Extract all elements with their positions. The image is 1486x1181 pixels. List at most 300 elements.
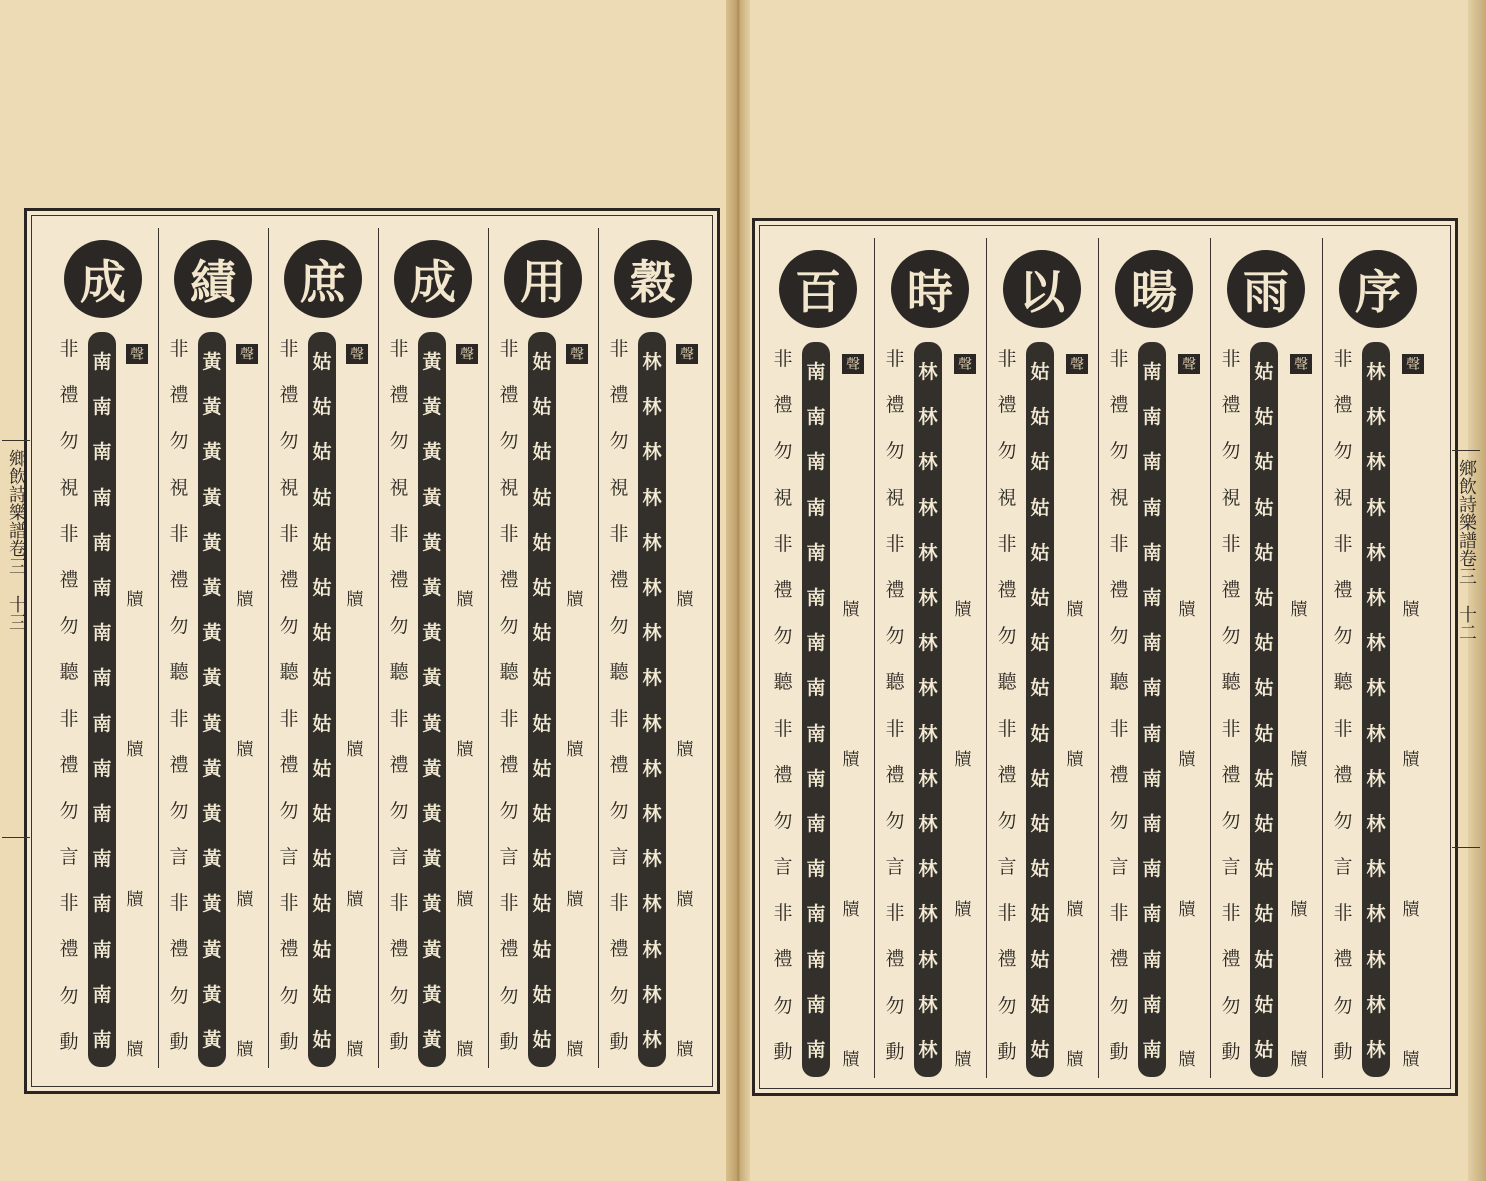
- right-column-divider: [1210, 238, 1211, 1078]
- lyric-char: 聽: [59, 661, 79, 684]
- pitch-char: 南: [92, 848, 112, 871]
- pitch-char: 姑: [1030, 677, 1050, 700]
- lyric-char: 勿: [609, 430, 629, 453]
- lyric-char: 禮: [1333, 578, 1353, 601]
- pitch-char: 姑: [312, 486, 332, 509]
- pitch-char: 姑: [532, 848, 552, 871]
- lyric-char: 禮: [609, 568, 629, 591]
- beat-char: 牘: [676, 739, 694, 760]
- pitch-char: 林: [1366, 541, 1386, 564]
- pitch-char: 姑: [1254, 993, 1274, 1016]
- lyric-char: 視: [997, 486, 1017, 509]
- left-lyrics-4: [386, 334, 412, 1054]
- pitch-char: 黃: [422, 893, 442, 916]
- pitch-char: 姑: [1254, 722, 1274, 745]
- lyric-char: 勿: [1221, 625, 1241, 648]
- lyric-char: 非: [1221, 348, 1241, 370]
- pitch-char: 南: [1142, 496, 1162, 519]
- pitch-char: 姑: [532, 531, 552, 554]
- left-title-text: 鄉飲詩樂譜卷三: [6, 449, 27, 575]
- lyric-char: 禮: [1333, 948, 1353, 971]
- lyric-char: 言: [773, 856, 793, 879]
- pitch-char: 林: [918, 677, 938, 700]
- beat-char: 牘: [842, 1049, 860, 1070]
- lyric-char: 禮: [1333, 394, 1353, 417]
- left-column-divider: [488, 228, 489, 1068]
- beat-char: 牘: [954, 749, 972, 770]
- lyric-char: 勿: [997, 440, 1017, 463]
- left-beats-3: [342, 522, 368, 1122]
- beat-char: 牘: [126, 739, 144, 760]
- pitch-char: 姑: [1254, 406, 1274, 429]
- pitch-char: 南: [1142, 993, 1162, 1016]
- pitch-char: 南: [806, 587, 826, 610]
- pitch-char: 姑: [1030, 406, 1050, 429]
- lyric-char: 非: [59, 707, 79, 730]
- right-column-divider: [1098, 238, 1099, 1078]
- lyric-char: 禮: [279, 753, 299, 776]
- lyric-char: 非: [997, 348, 1017, 370]
- pitch-char: 南: [1142, 903, 1162, 926]
- pitch-char: 黃: [202, 396, 222, 419]
- left-seal-5: 用: [504, 240, 582, 318]
- beat-char: 牘: [1066, 1049, 1084, 1070]
- lyric-char: 非: [499, 338, 519, 360]
- lyric-char: 非: [169, 522, 189, 545]
- lyric-char: 非: [389, 522, 409, 545]
- pitch-char: 林: [918, 632, 938, 655]
- pitch-char: 姑: [312, 441, 332, 464]
- pitch-char: 南: [1142, 812, 1162, 835]
- lyric-char: 勿: [885, 809, 905, 832]
- beat-char: 牘: [1402, 599, 1420, 620]
- left-sound-mark-3: 聲: [346, 344, 368, 364]
- pitch-char: 姑: [1030, 541, 1050, 564]
- lyric-char: 勿: [773, 809, 793, 832]
- lyric-char: 勿: [885, 994, 905, 1017]
- lyric-char: 禮: [609, 938, 629, 961]
- pitch-char: 林: [1366, 722, 1386, 745]
- beat-char: 牘: [346, 589, 364, 610]
- lyric-char: 禮: [997, 578, 1017, 601]
- pitch-char: 南: [1142, 632, 1162, 655]
- pitch-char: 南: [806, 812, 826, 835]
- lyric-char: 勿: [389, 615, 409, 638]
- lyric-char: 非: [1221, 902, 1241, 925]
- pitch-char: 林: [642, 712, 662, 735]
- left-column-divider: [598, 228, 599, 1068]
- pitch-char: 姑: [312, 531, 332, 554]
- lyric-char: 動: [1333, 1040, 1353, 1063]
- beat-char: 牘: [236, 589, 254, 610]
- lyric-char: 非: [1333, 348, 1353, 370]
- right-page-number: 十二: [1456, 605, 1477, 641]
- right-pitch-bar-2: [914, 342, 942, 1077]
- lyric-char: 勿: [499, 615, 519, 638]
- pitch-char: 南: [806, 903, 826, 926]
- pitch-char: 姑: [1254, 541, 1274, 564]
- pitch-char: 黃: [422, 622, 442, 645]
- pitch-char: 南: [806, 451, 826, 474]
- pitch-char: 林: [642, 531, 662, 554]
- pitch-char: 南: [806, 496, 826, 519]
- beat-char: 牘: [842, 749, 860, 770]
- lyric-char: 聽: [997, 671, 1017, 694]
- lyric-char: 非: [997, 532, 1017, 555]
- pitch-char: 姑: [312, 848, 332, 871]
- lyric-char: 非: [997, 902, 1017, 925]
- pitch-char: 林: [1366, 587, 1386, 610]
- pitch-char: 姑: [312, 667, 332, 690]
- pitch-char: 南: [92, 938, 112, 961]
- lyric-char: 禮: [169, 568, 189, 591]
- pitch-char: 南: [92, 396, 112, 419]
- beat-char: 牘: [1178, 899, 1196, 920]
- pitch-char: 林: [642, 667, 662, 690]
- lyric-char: 非: [885, 717, 905, 740]
- lyric-char: 禮: [997, 948, 1017, 971]
- lyric-char: 聽: [773, 671, 793, 694]
- lyric-char: 勿: [279, 430, 299, 453]
- pitch-char: 南: [1142, 948, 1162, 971]
- right-column-divider: [986, 238, 987, 1078]
- pitch-char: 黃: [422, 577, 442, 600]
- lyric-char: 勿: [609, 615, 629, 638]
- left-column-divider: [268, 228, 269, 1068]
- pitch-char: 黃: [422, 441, 442, 464]
- lyric-char: 禮: [773, 763, 793, 786]
- beat-char: 牘: [456, 739, 474, 760]
- pitch-char: 姑: [532, 1028, 552, 1051]
- lyric-char: 視: [1221, 486, 1241, 509]
- lyric-char: 聽: [279, 661, 299, 684]
- pitch-char: 林: [918, 406, 938, 429]
- pitch-char: 黃: [202, 351, 222, 374]
- lyric-char: 非: [279, 522, 299, 545]
- lyric-char: 非: [279, 892, 299, 915]
- right-title-text: 鄉飲詩樂譜卷三: [1456, 459, 1477, 585]
- lyric-char: 非: [1221, 532, 1241, 555]
- pitch-char: 南: [1142, 858, 1162, 881]
- left-pitch-bar-1: [88, 332, 116, 1067]
- lyric-char: 非: [279, 707, 299, 730]
- lyric-char: 視: [1333, 486, 1353, 509]
- lyric-char: 禮: [1221, 394, 1241, 417]
- pitch-char: 林: [1366, 948, 1386, 971]
- lyric-char: 禮: [59, 753, 79, 776]
- lyric-char: 禮: [1221, 578, 1241, 601]
- right-seal-2: 時: [891, 250, 969, 328]
- lyric-char: 視: [279, 476, 299, 499]
- lyric-char: 勿: [169, 430, 189, 453]
- lyric-char: 非: [169, 338, 189, 360]
- lyric-char: 非: [389, 338, 409, 360]
- pitch-char: 姑: [1030, 1038, 1050, 1061]
- right-sound-mark-2: 聲: [954, 354, 976, 374]
- pitch-char: 黃: [422, 667, 442, 690]
- pitch-char: 南: [1142, 406, 1162, 429]
- right-seal-1: 百: [779, 250, 857, 328]
- pitch-char: 姑: [312, 893, 332, 916]
- lyric-char: 視: [169, 476, 189, 499]
- beat-char: 牘: [1402, 1049, 1420, 1070]
- lyric-char: 言: [279, 846, 299, 869]
- lyric-char: 非: [59, 338, 79, 360]
- left-pitch-bar-3: [308, 332, 336, 1067]
- pitch-char: 姑: [312, 351, 332, 374]
- beat-char: 牘: [1066, 749, 1084, 770]
- pitch-char: 林: [918, 948, 938, 971]
- pitch-char: 黃: [202, 1028, 222, 1051]
- left-beats-5: [562, 522, 588, 1122]
- pitch-char: 林: [1366, 903, 1386, 926]
- pitch-char: 姑: [532, 757, 552, 780]
- lyric-char: 視: [499, 476, 519, 499]
- pitch-char: 南: [92, 441, 112, 464]
- pitch-char: 林: [642, 848, 662, 871]
- lyric-char: 禮: [59, 568, 79, 591]
- lyric-char: 勿: [1109, 440, 1129, 463]
- pitch-char: 黃: [202, 757, 222, 780]
- lyric-char: 勿: [773, 994, 793, 1017]
- pitch-char: 林: [918, 858, 938, 881]
- pitch-char: 姑: [1030, 361, 1050, 384]
- pitch-char: 南: [92, 486, 112, 509]
- lyric-char: 禮: [389, 753, 409, 776]
- lyric-char: 視: [885, 486, 905, 509]
- pitch-char: 姑: [1254, 677, 1274, 700]
- lyric-char: 非: [773, 532, 793, 555]
- pitch-char: 黃: [422, 938, 442, 961]
- right-sound-mark-3: 聲: [1066, 354, 1088, 374]
- beat-char: 牘: [456, 1039, 474, 1060]
- pitch-char: 姑: [1030, 632, 1050, 655]
- beat-char: 牘: [676, 1039, 694, 1060]
- lyric-char: 勿: [279, 615, 299, 638]
- lyric-char: 禮: [59, 384, 79, 407]
- lyric-char: 非: [1333, 717, 1353, 740]
- pitch-char: 姑: [1254, 632, 1274, 655]
- right-seal-6: 序: [1339, 250, 1417, 328]
- lyric-char: 勿: [499, 984, 519, 1007]
- lyric-char: 非: [773, 902, 793, 925]
- lyric-char: 禮: [1109, 578, 1129, 601]
- lyric-char: 勿: [279, 799, 299, 822]
- pitch-char: 黃: [422, 712, 442, 735]
- lyric-char: 視: [389, 476, 409, 499]
- lyric-char: 視: [59, 476, 79, 499]
- pitch-char: 林: [642, 622, 662, 645]
- pitch-char: 南: [1142, 541, 1162, 564]
- lyric-char: 勿: [279, 984, 299, 1007]
- beat-char: 牘: [346, 739, 364, 760]
- lyric-char: 勿: [997, 809, 1017, 832]
- left-lyrics-3: [276, 334, 302, 1054]
- pitch-char: 南: [806, 406, 826, 429]
- pitch-char: 林: [918, 767, 938, 790]
- pitch-char: 姑: [312, 712, 332, 735]
- lyric-char: 禮: [59, 938, 79, 961]
- left-seal-4: 成: [394, 240, 472, 318]
- pitch-char: 南: [1142, 767, 1162, 790]
- lyric-char: 禮: [499, 753, 519, 776]
- lyric-char: 勿: [59, 615, 79, 638]
- lyric-char: 勿: [389, 984, 409, 1007]
- pitch-char: 南: [92, 577, 112, 600]
- pitch-char: 黃: [422, 1028, 442, 1051]
- pitch-char: 黃: [422, 396, 442, 419]
- left-seal-2: 績: [174, 240, 252, 318]
- pitch-char: 林: [918, 993, 938, 1016]
- lyric-char: 勿: [1109, 994, 1129, 1017]
- lyric-char: 禮: [169, 938, 189, 961]
- pitch-char: 姑: [312, 577, 332, 600]
- pitch-char: 姑: [1254, 587, 1274, 610]
- beat-char: 牘: [1290, 749, 1308, 770]
- pitch-char: 林: [642, 486, 662, 509]
- pitch-char: 黃: [202, 938, 222, 961]
- lyric-char: 禮: [1333, 763, 1353, 786]
- pitch-char: 姑: [312, 622, 332, 645]
- beat-char: 牘: [1178, 1049, 1196, 1070]
- beat-char: 牘: [1402, 749, 1420, 770]
- pitch-char: 姑: [532, 622, 552, 645]
- pitch-char: 林: [642, 351, 662, 374]
- beat-char: 牘: [1178, 749, 1196, 770]
- pitch-char: 黃: [202, 712, 222, 735]
- pitch-char: 姑: [1030, 496, 1050, 519]
- pitch-char: 南: [1142, 451, 1162, 474]
- lyric-char: 勿: [609, 799, 629, 822]
- beat-char: 牘: [1066, 599, 1084, 620]
- pitch-char: 黃: [202, 802, 222, 825]
- right-lyrics-3: [994, 344, 1020, 1064]
- beat-char: 牘: [346, 889, 364, 910]
- lyric-char: 非: [499, 707, 519, 730]
- left-beats-6: [672, 522, 698, 1122]
- beat-char: 牘: [456, 589, 474, 610]
- lyric-char: 非: [1221, 717, 1241, 740]
- lyric-char: 聽: [1109, 671, 1129, 694]
- pitch-char: 林: [918, 496, 938, 519]
- pitch-char: 南: [806, 767, 826, 790]
- left-sound-mark-2: 聲: [236, 344, 258, 364]
- lyric-char: 非: [1109, 348, 1129, 370]
- lyric-char: 聽: [499, 661, 519, 684]
- lyric-char: 勿: [885, 625, 905, 648]
- lyric-char: 動: [1109, 1040, 1129, 1063]
- pitch-char: 黃: [202, 441, 222, 464]
- right-beats-2: [950, 532, 976, 1132]
- lyric-char: 禮: [279, 568, 299, 591]
- pitch-char: 林: [918, 903, 938, 926]
- left-seal-1: 成: [64, 240, 142, 318]
- lyric-char: 禮: [1109, 948, 1129, 971]
- pitch-char: 姑: [312, 938, 332, 961]
- pitch-char: 姑: [1030, 948, 1050, 971]
- left-sound-mark-4: 聲: [456, 344, 478, 364]
- lyric-char: 非: [609, 522, 629, 545]
- beat-char: 牘: [126, 889, 144, 910]
- pitch-char: 南: [806, 993, 826, 1016]
- lyric-char: 勿: [389, 799, 409, 822]
- pitch-char: 林: [1366, 632, 1386, 655]
- right-seal-4: 暘: [1115, 250, 1193, 328]
- pitch-char: 林: [918, 451, 938, 474]
- lyric-char: 動: [499, 1030, 519, 1053]
- lyric-char: 禮: [773, 394, 793, 417]
- pitch-char: 姑: [1254, 812, 1274, 835]
- lyric-char: 非: [773, 717, 793, 740]
- left-pitch-bar-5: [528, 332, 556, 1067]
- pitch-char: 林: [642, 757, 662, 780]
- pitch-char: 林: [1366, 496, 1386, 519]
- right-sound-mark-5: 聲: [1290, 354, 1312, 374]
- lyric-char: 勿: [59, 984, 79, 1007]
- lyric-char: 非: [59, 522, 79, 545]
- pitch-char: 姑: [532, 396, 552, 419]
- beat-char: 牘: [566, 739, 584, 760]
- lyric-char: 勿: [1333, 440, 1353, 463]
- right-pitch-bar-6: [1362, 342, 1390, 1077]
- lyric-char: 禮: [997, 394, 1017, 417]
- pitch-char: 南: [92, 351, 112, 374]
- right-beats-6: [1398, 532, 1424, 1132]
- left-beats-1: [122, 522, 148, 1122]
- pitch-char: 林: [642, 441, 662, 464]
- pitch-char: 南: [92, 622, 112, 645]
- beat-char: 牘: [1290, 599, 1308, 620]
- pitch-char: 林: [918, 812, 938, 835]
- lyric-char: 禮: [885, 763, 905, 786]
- pitch-char: 黃: [422, 486, 442, 509]
- lyric-char: 非: [885, 348, 905, 370]
- pitch-char: 姑: [1030, 722, 1050, 745]
- pitch-char: 姑: [1030, 858, 1050, 881]
- pitch-char: 林: [918, 1038, 938, 1061]
- beat-char: 牘: [1178, 599, 1196, 620]
- pitch-char: 林: [642, 802, 662, 825]
- pitch-char: 黃: [202, 622, 222, 645]
- left-lyrics-2: [166, 334, 192, 1054]
- left-sound-mark-5: 聲: [566, 344, 588, 364]
- lyric-char: 勿: [59, 799, 79, 822]
- lyric-char: 動: [609, 1030, 629, 1053]
- pitch-char: 姑: [532, 667, 552, 690]
- left-pitch-bar-4: [418, 332, 446, 1067]
- lyric-char: 禮: [499, 568, 519, 591]
- lyric-char: 視: [773, 486, 793, 509]
- lyric-char: 禮: [609, 384, 629, 407]
- lyric-char: 禮: [389, 384, 409, 407]
- lyric-char: 聽: [1221, 671, 1241, 694]
- lyric-char: 勿: [499, 799, 519, 822]
- lyric-char: 禮: [885, 578, 905, 601]
- pitch-char: 姑: [1030, 587, 1050, 610]
- lyric-char: 勿: [773, 440, 793, 463]
- book-gutter: [726, 0, 750, 1181]
- pitch-char: 姑: [312, 983, 332, 1006]
- pitch-char: 姑: [1254, 451, 1274, 474]
- lyric-char: 非: [279, 338, 299, 360]
- pitch-char: 南: [92, 531, 112, 554]
- lyric-char: 言: [1221, 856, 1241, 879]
- pitch-char: 南: [92, 1028, 112, 1051]
- pitch-char: 南: [92, 667, 112, 690]
- right-sound-mark-6: 聲: [1402, 354, 1424, 374]
- pitch-char: 姑: [1030, 993, 1050, 1016]
- pitch-char: 南: [806, 722, 826, 745]
